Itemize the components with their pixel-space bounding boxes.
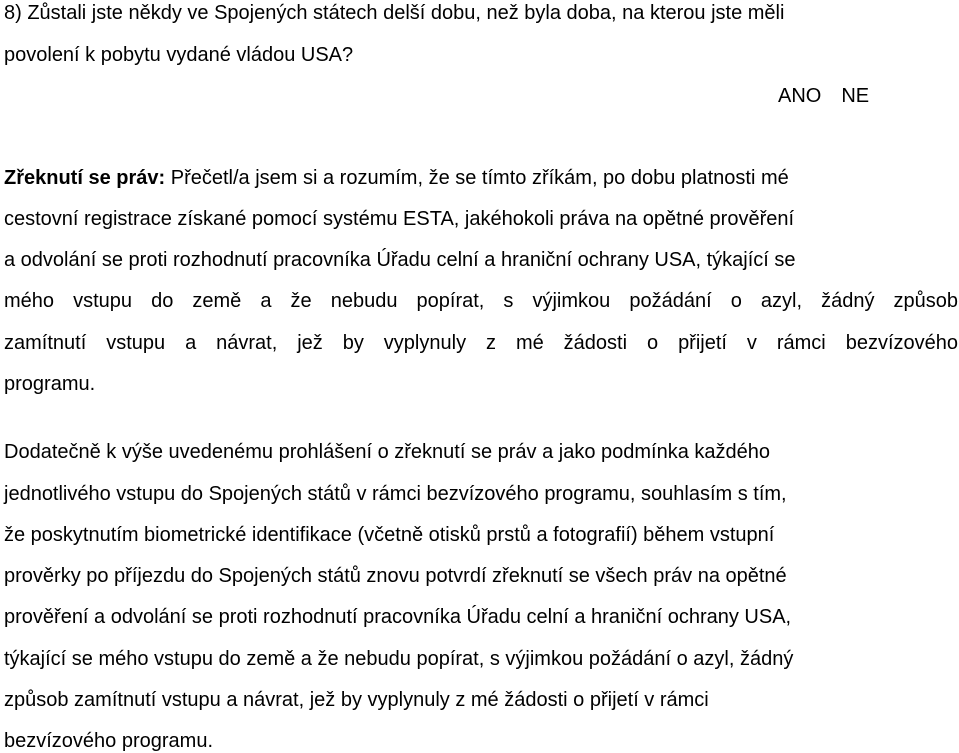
waiver-line-3: a odvolání se proti rozhodnutí pracovníka Úřadu celní a hraniční ochrany USA, týkající se xyxy=(4,249,796,271)
additional-line-7: způsob zamítnutí vstupu a návrat, jež by vyplynuly z mé žádosti o přijetí v rámci xyxy=(4,689,709,711)
question-line-2: povolení k pobytu vydané vládou USA? xyxy=(4,44,354,66)
answer-options xyxy=(778,84,869,108)
answer-yes[interactable]: ANO xyxy=(778,85,822,107)
additional-line-3: že poskytnutím biometrické identifikace (včetně otisků prstů a fotografií) během vstupní xyxy=(4,524,775,546)
waiver-line-1-text: Přečetl/a jsem si a rozumím, že se tímto zříkám, po dobu platnosti mé xyxy=(165,167,789,189)
waiver-line-5: zamítnutí vstupu a návrat, jež by vyplynuly z mé žádosti o přijetí v rámci bezvízového xyxy=(4,332,958,354)
waiver-line-6: programu. xyxy=(4,373,96,395)
question-line-1: 8) Zůstali jste někdy ve Spojených státech delší dobu, než byla doba, na kterou jste měli xyxy=(4,2,785,24)
waiver-line-2: cestovní registrace získané pomocí systému ESTA, jakéhokoli práva na opětné prověření xyxy=(4,208,795,230)
additional-line-1: Dodatečně k výše uvedenému prohlášení o zřeknutí se práv a jako podmínka každého xyxy=(4,441,771,463)
additional-line-5: prověření a odvolání se proti rozhodnutí pracovníka Úřadu celní a hraniční ochrany USA, xyxy=(4,606,792,628)
waiver-line-4: mého vstupu do země a že nebudu popírat, s výjimkou požádání o azyl, žádný způsob xyxy=(4,290,958,312)
additional-line-4: prověrky po příjezdu do Spojených států znovu potvrdí zřeknutí se všech práv na opětné xyxy=(4,565,787,587)
additional-line-8: bezvízového programu. xyxy=(4,730,214,752)
additional-line-2: jednotlivého vstupu do Spojených států v rámci bezvízového programu, souhlasím s tím, xyxy=(4,483,787,505)
waiver-line-1 xyxy=(4,166,789,190)
answer-no[interactable]: NE xyxy=(841,85,870,107)
waiver-label: Zřeknutí se práv: xyxy=(4,167,166,189)
additional-line-6: týkající se mého vstupu do země a že nebudu popírat, s výjimkou požádání o azyl, žádný xyxy=(4,648,794,670)
